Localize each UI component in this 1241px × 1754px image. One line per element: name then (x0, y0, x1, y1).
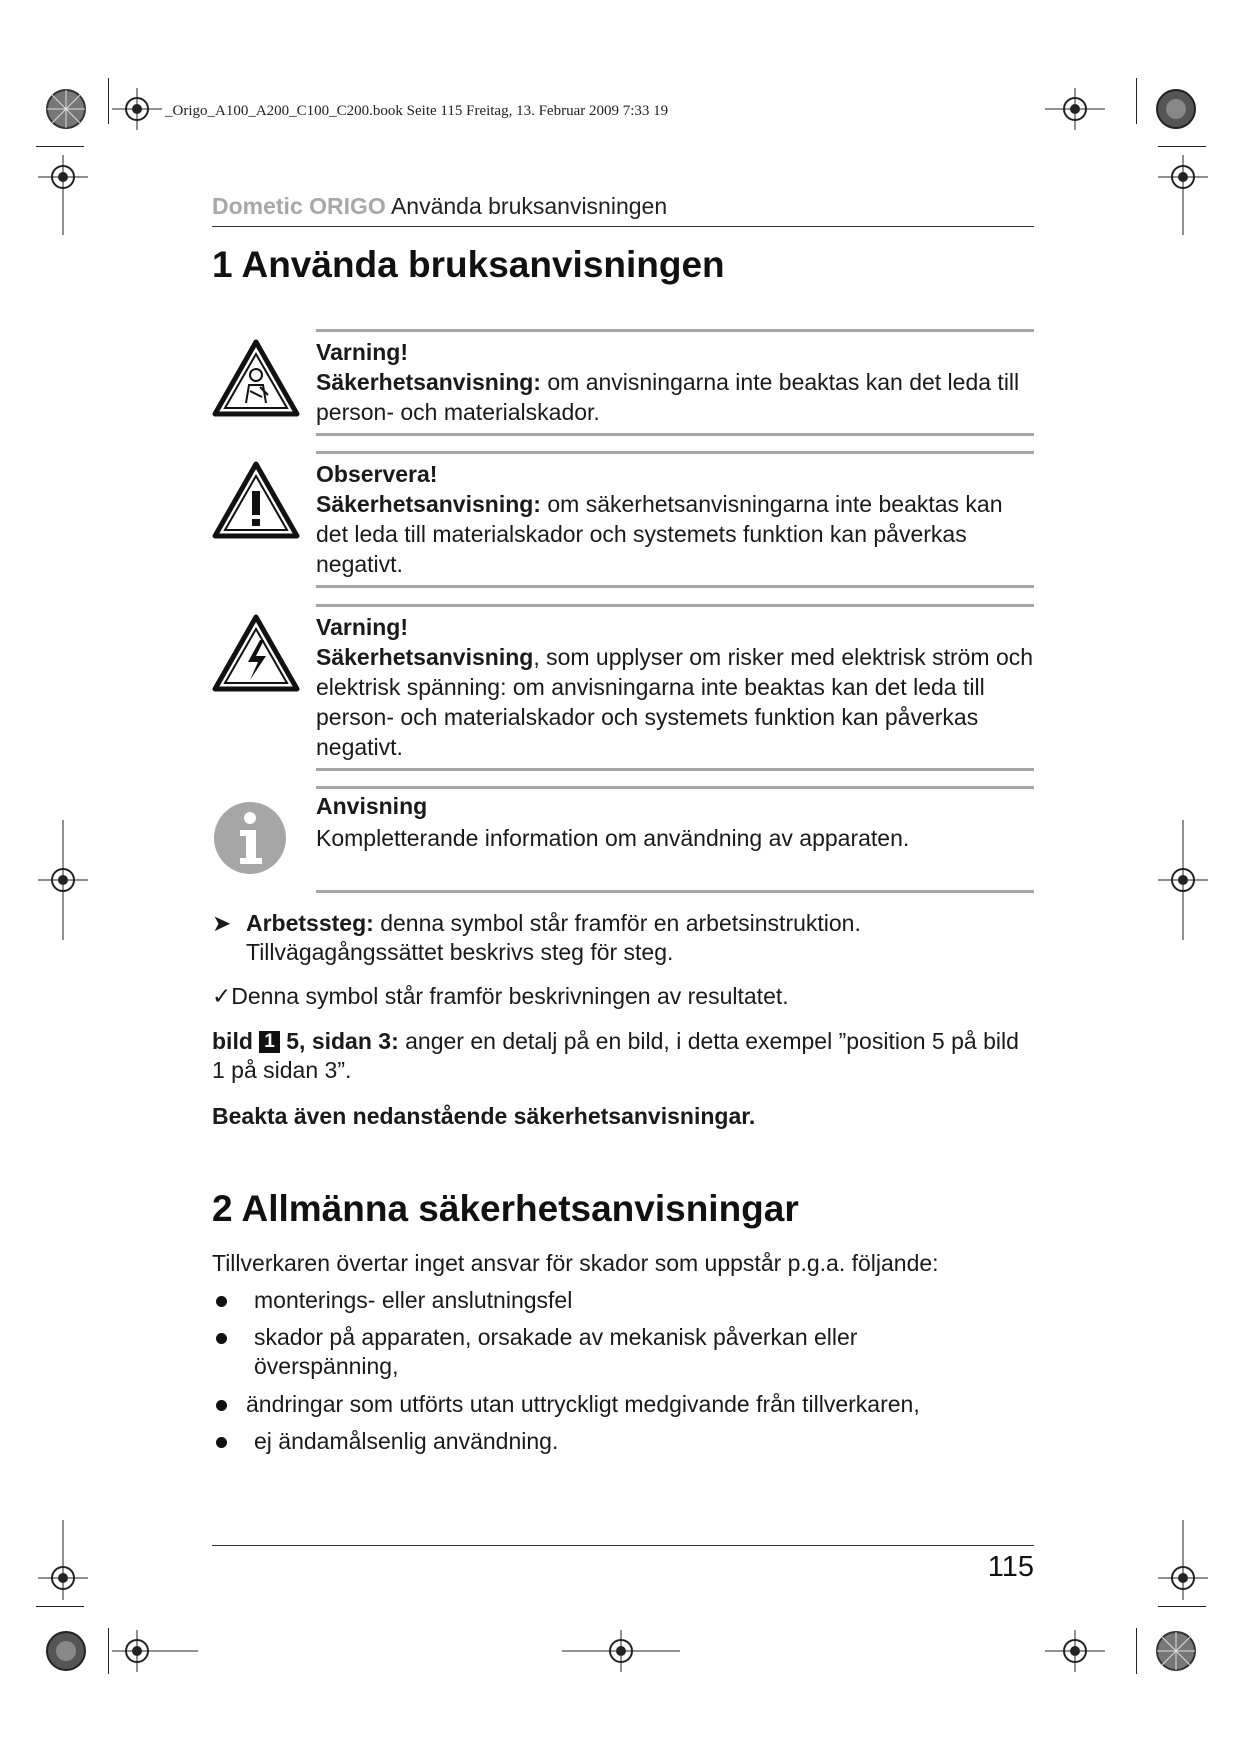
notice-body (316, 459, 1034, 579)
work-step-paragraph (212, 909, 1034, 967)
list-item (212, 1390, 1034, 1419)
notice-title: Varning! (316, 614, 409, 640)
section-2-heading: 2 Allmänna säkerhetsanvisningar (212, 1188, 799, 1229)
notice-text: Kompletterande information om användning av apparaten. (316, 825, 910, 851)
crop-mark (1158, 146, 1206, 147)
registration-crosshair-icon (112, 88, 162, 130)
notice-rule (316, 329, 1034, 332)
header-brand: Dometic ORIGO (212, 193, 386, 219)
result-text: Denna symbol står framför beskrivningen av resultatet. (231, 983, 789, 1009)
notice-label: Säkerhetsanvisning: (316, 491, 541, 517)
safety-note: Beakta även nedanstående säkerhetsanvisningar. (212, 1103, 756, 1129)
crop-mark (36, 1606, 84, 1607)
section-2-intro: Tillverkaren övertar inget ansvar för skador som uppstår p.g.a. följande: (212, 1250, 939, 1276)
crop-mark (108, 1628, 109, 1674)
notice-rule (316, 451, 1034, 454)
bullet-icon (216, 1333, 227, 1344)
running-header (212, 193, 667, 220)
registration-crosshair-icon (1158, 1520, 1208, 1600)
page-number: 115 (987, 1551, 1034, 1583)
registration-crosshair-icon (112, 1630, 198, 1672)
registration-crosshair-icon (562, 1630, 680, 1672)
registration-crosshair-icon (1158, 820, 1208, 940)
list-item-text: ej ändamålsenlig användning. (254, 1428, 559, 1454)
registration-rosette-icon (1155, 88, 1197, 130)
list-item-text: monterings- eller anslutningsfel (254, 1287, 573, 1313)
registration-crosshair-icon (1045, 88, 1105, 130)
list-item (212, 1286, 1034, 1315)
notice-rule (316, 604, 1034, 607)
list-item (212, 1323, 1034, 1381)
registration-rosette-icon (45, 88, 87, 130)
notice-text: om säkerhetsanvisningarna inte beaktas kan det leda till materialskador och systemets funktion kan påverkas negativt. (316, 491, 1003, 577)
notice-label: Säkerhetsanvisning (316, 644, 534, 670)
exclamation-warning-icon (212, 461, 300, 544)
registration-crosshair-icon (1045, 1630, 1105, 1672)
notice-rule (316, 768, 1034, 771)
bullet-icon (216, 1437, 227, 1448)
header-rule (212, 226, 1034, 227)
arrow-right-icon: ➤ (212, 910, 232, 936)
figure-reference-paragraph (212, 1027, 1034, 1085)
section-1-heading: 1 Använda bruksanvisningen (212, 244, 725, 285)
notice-warning-electrical (212, 604, 1034, 774)
figure-ref-label-end: 5, sidan 3: (279, 1028, 399, 1054)
figure-ref-text: anger en detalj på en bild, i detta exempel ”position 5 på bild 1 på sidan 3”. (212, 1028, 1019, 1083)
notice-rule (316, 433, 1034, 436)
list-item (212, 1427, 1034, 1456)
registration-rosette-icon (1155, 1630, 1197, 1672)
work-step-label: Arbetssteg: (246, 910, 374, 936)
figure-number-box: 1 (259, 1031, 280, 1053)
checkmark-icon: ✓ (212, 983, 232, 1009)
footer-rule (212, 1545, 1034, 1546)
notice-text: , som upplyser om risker med elektrisk ström och elektrisk spänning: om anvisningarna inte beaktas kan det leda till person- och materialskador och systemets funktion kan påverkas negativt. (316, 644, 1034, 760)
notice-rule (316, 585, 1034, 588)
notice-rule (316, 786, 1034, 789)
figure-ref-label-start: bild (212, 1028, 260, 1054)
work-step-text: denna symbol står framför en arbetsinstruktion. Tillvägagångssättet beskrivs steg för steg. (246, 910, 861, 965)
notice-info (212, 786, 1034, 896)
notice-caution (212, 451, 1034, 591)
notice-title: Varning! (316, 339, 409, 365)
crop-mark (36, 146, 84, 147)
registration-crosshair-icon (38, 155, 88, 235)
crop-mark (1158, 1606, 1206, 1607)
result-paragraph (212, 982, 1034, 1011)
header-chapter: Använda bruksanvisningen (390, 193, 668, 219)
notice-title: Anvisning (316, 793, 428, 819)
bullet-icon (216, 1400, 227, 1411)
notice-text: om anvisningarna inte beaktas kan det leda till person- och materialskador. (316, 369, 1020, 425)
crop-mark (1136, 1628, 1137, 1674)
notice-title: Observera! (316, 461, 438, 487)
registration-crosshair-icon (38, 1520, 88, 1600)
notice-body (316, 612, 1034, 762)
registration-crosshair-icon (1158, 155, 1208, 235)
notice-warning-personal (212, 329, 1034, 439)
crop-mark (108, 78, 109, 124)
notice-body (316, 337, 1034, 427)
bullet-icon (216, 1296, 227, 1307)
notice-label: Säkerhetsanvisning: (316, 369, 541, 395)
registration-crosshair-icon (38, 820, 88, 940)
notice-body (316, 790, 1034, 854)
list-item-text: ändringar som utförts utan uttryckligt medgivande från tillverkaren, (246, 1391, 920, 1417)
list-item-text: skador på apparaten, orsakade av mekanisk påverkan eller överspänning, (254, 1324, 858, 1379)
crop-mark (1136, 78, 1137, 124)
registration-rosette-icon (45, 1630, 87, 1672)
electrical-hazard-icon (212, 614, 300, 697)
notice-rule (316, 890, 1034, 893)
info-icon (212, 800, 288, 881)
print-info-line: _Origo_A100_A200_C100_C200.book Seite 115 Freitag, 13. Februar 2009 7:33 19 (165, 103, 669, 119)
person-hazard-warning-icon (212, 339, 300, 422)
